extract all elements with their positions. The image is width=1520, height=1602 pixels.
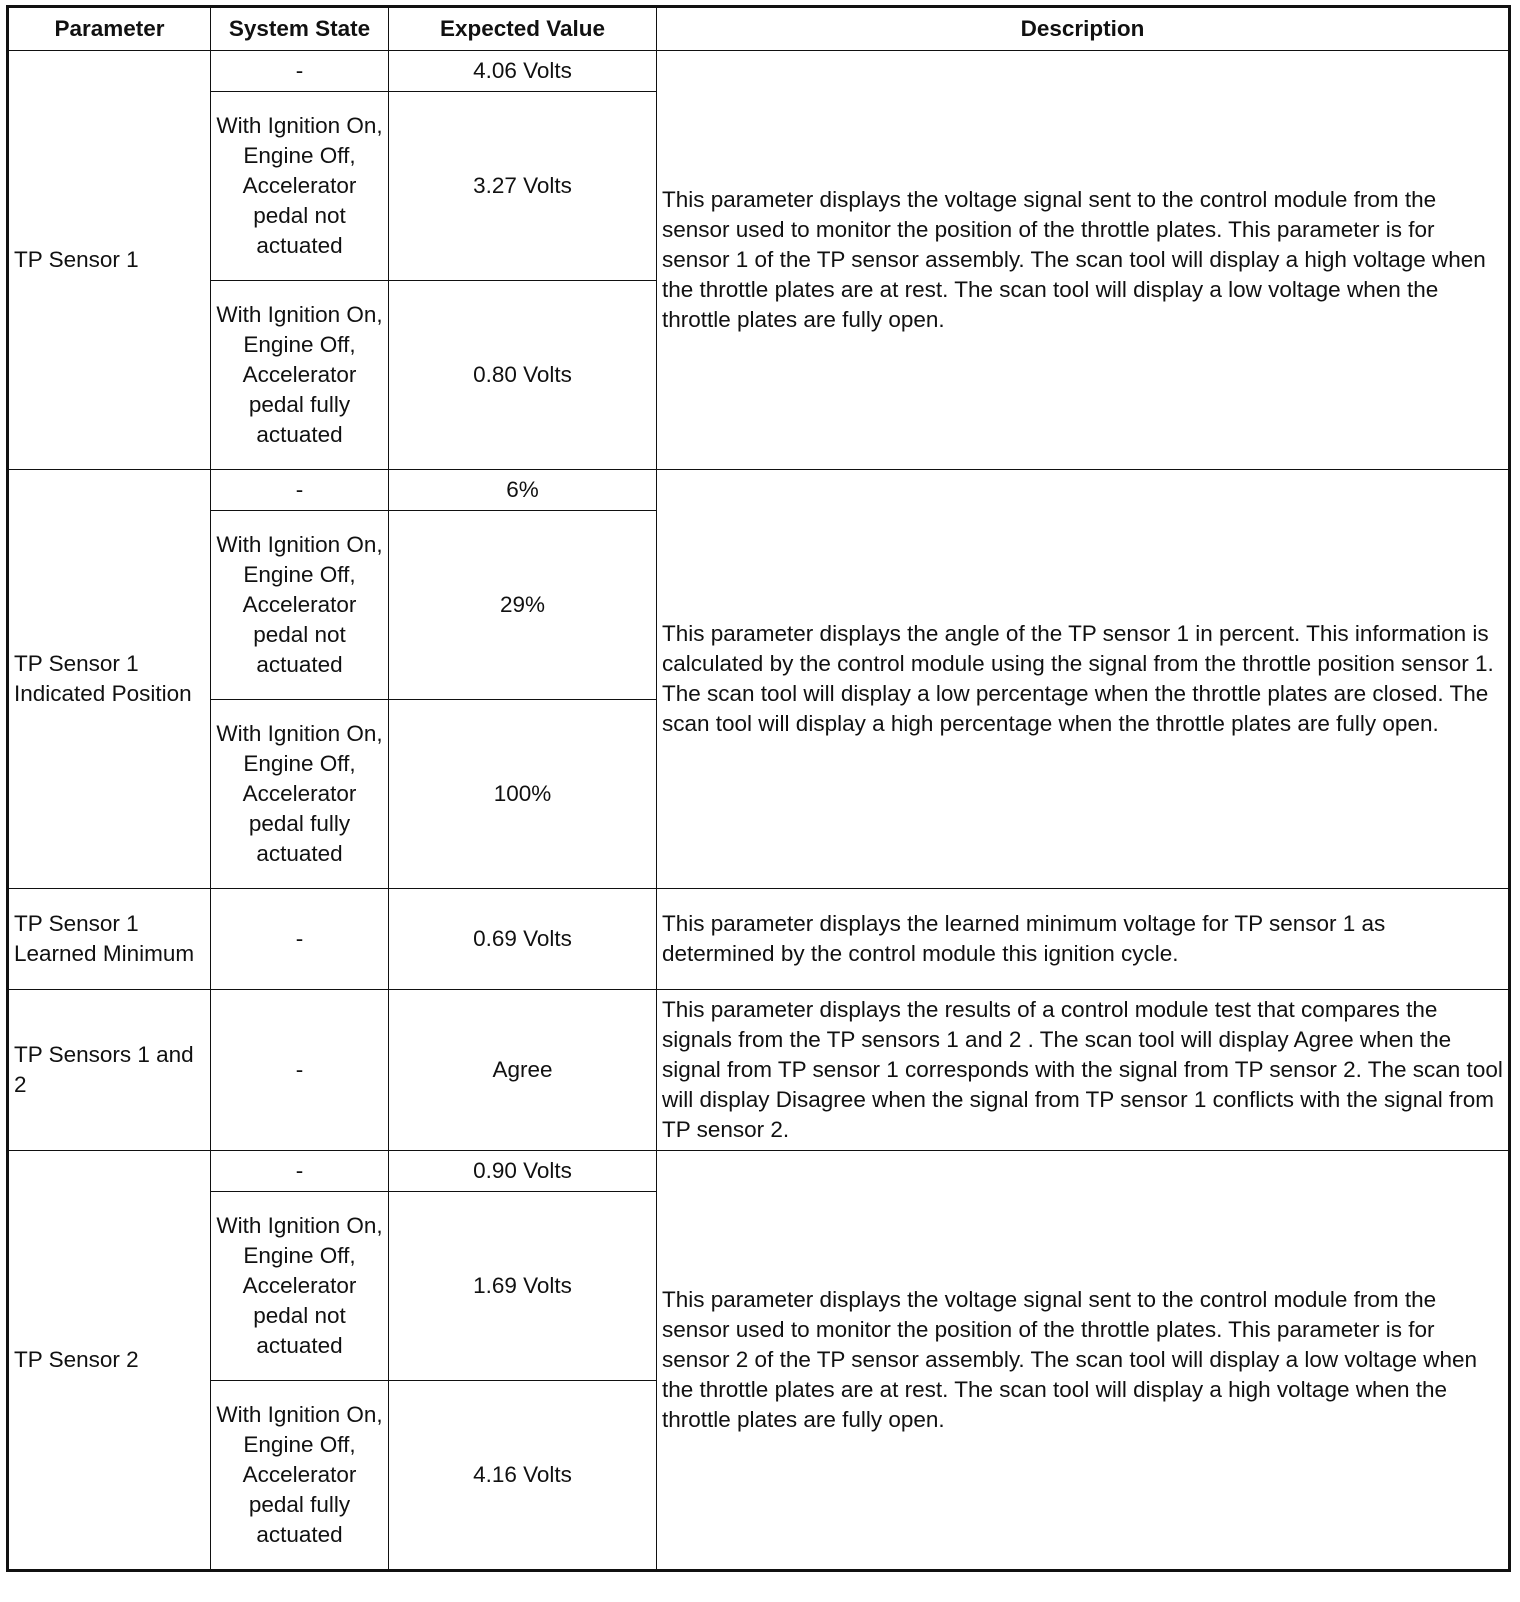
table-row xyxy=(8,51,1510,92)
parameter-cell: TP Sensor 2 xyxy=(8,1151,211,1571)
scan-tool-data-table xyxy=(6,5,1511,1572)
description-cell: This parameter displays the voltage signal sent to the control module from the sensor used to monitor the position of the throttle plates. This parameter is for sensor 1 of the TP sensor assembly. The scan tool will display a high voltage when the throttle plates are at rest. The scan tool will display a low voltage when the throttle plates are fully open. xyxy=(657,51,1510,470)
expected-value-cell: 6% xyxy=(389,470,657,511)
expected-value-cell: 0.69 Volts xyxy=(389,889,657,990)
system-state-cell: With Ignition On, Engine Off, Accelerator pedal not actuated xyxy=(211,511,389,700)
system-state-cell: With Ignition On, Engine Off, Accelerator pedal not actuated xyxy=(211,92,389,281)
system-state-cell: With Ignition On, Engine Off, Accelerator pedal fully actuated xyxy=(211,1381,389,1571)
expected-value-cell: 4.16 Volts xyxy=(389,1381,657,1571)
system-state-cell: - xyxy=(211,51,389,92)
parameter-cell: TP Sensor 1 Indicated Position xyxy=(8,470,211,889)
header-system-state: System State xyxy=(211,7,389,51)
table-row xyxy=(8,889,1510,990)
parameter-cell: TP Sensor 1 xyxy=(8,51,211,470)
system-state-cell: - xyxy=(211,1151,389,1192)
system-state-cell: - xyxy=(211,889,389,990)
description-cell: This parameter displays the results of a control module test that compares the signals from the TP sensors 1 and 2 . The scan tool will display Agree when the signal from TP sensor 1 corresponds with the signal from TP sensor 2. The scan tool will display Disagree when the signal from TP sensor 1 conflicts with the signal from TP sensor 2. xyxy=(657,990,1510,1151)
expected-value-cell: 3.27 Volts xyxy=(389,92,657,281)
system-state-cell: With Ignition On, Engine Off, Accelerator pedal fully actuated xyxy=(211,281,389,470)
expected-value-cell: 0.80 Volts xyxy=(389,281,657,470)
table-row xyxy=(8,990,1510,1151)
expected-value-cell: 100% xyxy=(389,700,657,889)
description-cell: This parameter displays the learned minimum voltage for TP sensor 1 as determined by the control module this ignition cycle. xyxy=(657,889,1510,990)
system-state-cell: With Ignition On, Engine Off, Accelerator pedal fully actuated xyxy=(211,700,389,889)
system-state-cell: - xyxy=(211,990,389,1151)
expected-value-cell: Agree xyxy=(389,990,657,1151)
header-description: Description xyxy=(657,7,1510,51)
header-expected-value: Expected Value xyxy=(389,7,657,51)
description-cell: This parameter displays the angle of the TP sensor 1 in percent. This information is calculated by the control module using the signal from the throttle position sensor 1. The scan tool will display a low percentage when the throttle plates are closed. The scan tool will display a high percentage when the throttle plates are fully open. xyxy=(657,470,1510,889)
header-parameter: Parameter xyxy=(8,7,211,51)
system-state-cell: With Ignition On, Engine Off, Accelerator pedal not actuated xyxy=(211,1192,389,1381)
table-row xyxy=(8,1151,1510,1192)
table-row xyxy=(8,470,1510,511)
parameter-cell: TP Sensors 1 and 2 xyxy=(8,990,211,1151)
expected-value-cell: 4.06 Volts xyxy=(389,51,657,92)
expected-value-cell: 0.90 Volts xyxy=(389,1151,657,1192)
system-state-cell: - xyxy=(211,470,389,511)
header-row xyxy=(8,7,1510,51)
expected-value-cell: 29% xyxy=(389,511,657,700)
description-cell: This parameter displays the voltage signal sent to the control module from the sensor used to monitor the position of the throttle plates. This parameter is for sensor 2 of the TP sensor assembly. The scan tool will display a low voltage when the throttle plates are at rest. The scan tool will display a high voltage when the throttle plates are fully open. xyxy=(657,1151,1510,1571)
expected-value-cell: 1.69 Volts xyxy=(389,1192,657,1381)
parameter-cell: TP Sensor 1 Learned Minimum xyxy=(8,889,211,990)
